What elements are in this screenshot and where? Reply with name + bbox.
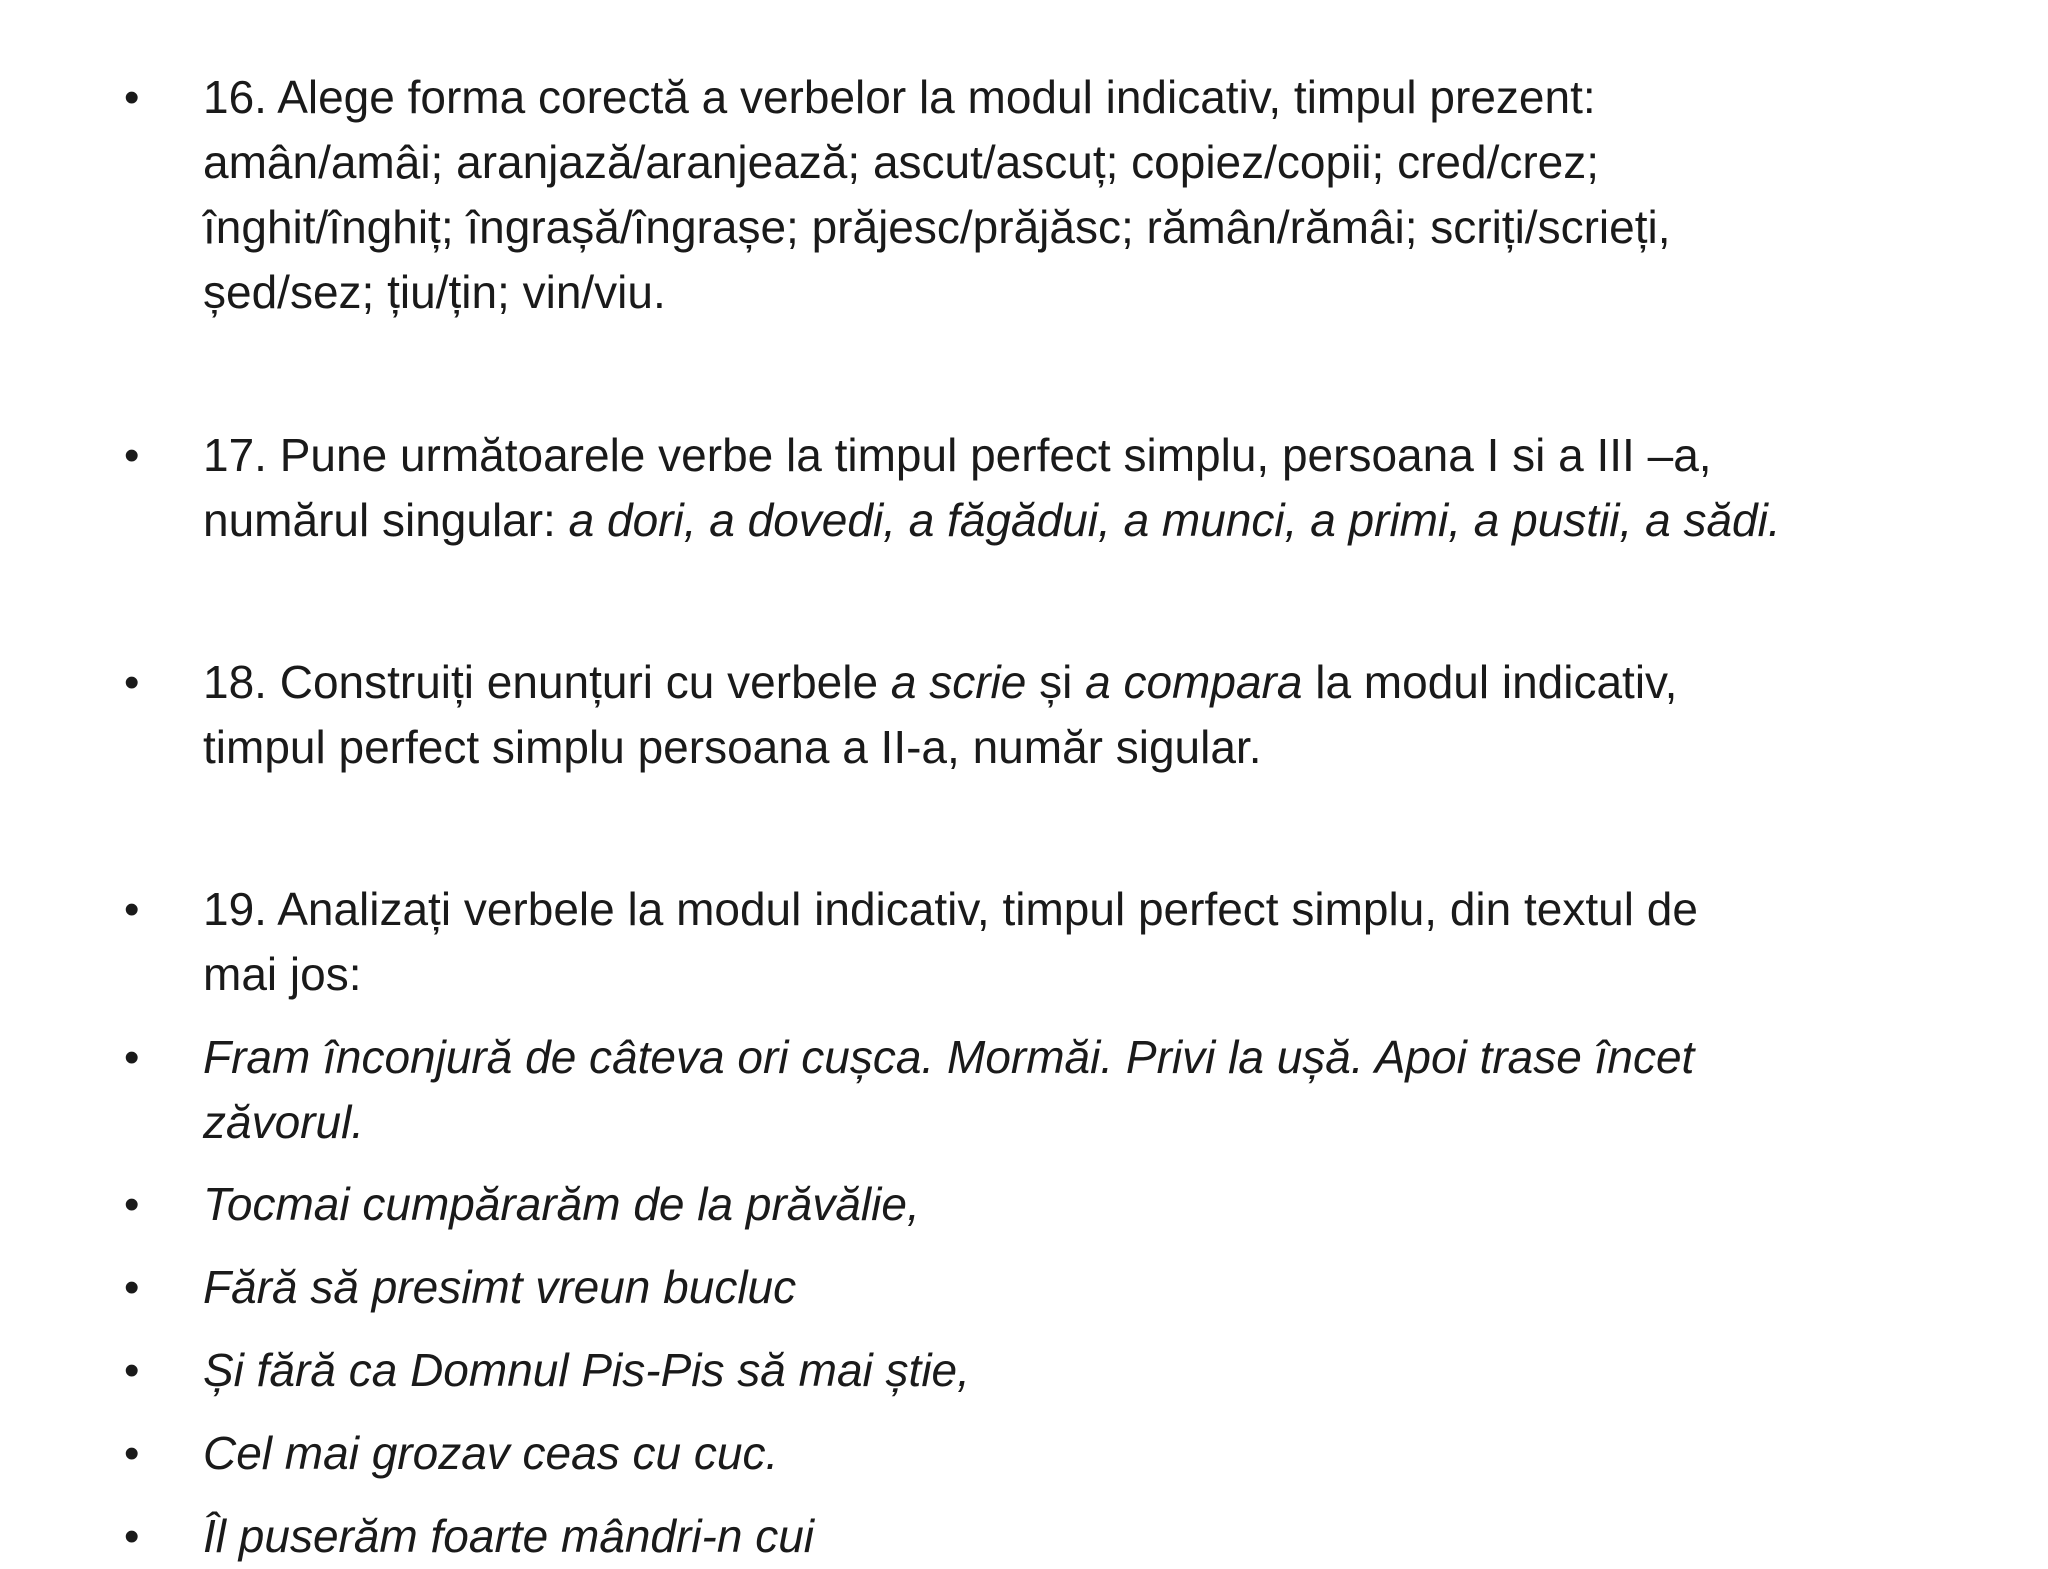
bullet: •: [124, 1512, 140, 1561]
q17-text: [203, 423, 1993, 553]
q18-verb-1: a scrie: [890, 656, 1027, 708]
text-6: [203, 1504, 1993, 1569]
text-1-line-2: zăvorul.: [203, 1096, 365, 1148]
text-5: [203, 1421, 1993, 1486]
q17-line-2: [203, 488, 1993, 553]
q19-text: [203, 877, 1993, 1007]
q18-part-3: la modul indicativ,: [1302, 656, 1678, 708]
q18-verb-2: a compara: [1085, 656, 1303, 708]
q18-text: [203, 650, 1993, 780]
text-5-line: Cel mai grozav ceas cu cuc.: [203, 1427, 779, 1479]
q16-line-3: înghit/înghiț; îngrașă/îngrașe; prăjesc/prăjăsc; rămân/rămâi; scriți/scrieți,: [203, 201, 1671, 253]
q17-line-2-plain: numărul singular:: [203, 494, 569, 546]
q16-line-1: 16. Alege forma corectă a verbelor la modul indicativ, timpul prezent:: [203, 71, 1596, 123]
q17-line-1: 17. Pune următoarele verbe la timpul perfect simplu, persoana I si a III –a,: [203, 429, 1712, 481]
bullet: •: [124, 1180, 140, 1229]
text-2-line: Tocmai cumpărarăm de la prăvălie,: [203, 1178, 920, 1230]
q19-line-2: mai jos:: [203, 948, 362, 1000]
bullet: •: [124, 885, 140, 934]
q18-part-1: 18. Construiți enunțuri cu verbele: [203, 656, 891, 708]
q19-line-1: 19. Analizați verbele la modul indicativ, timpul perfect simplu, din textul de: [203, 883, 1698, 935]
text-6-line: Îl puserăm foarte mândri-n cui: [203, 1510, 815, 1562]
text-1-line-1: Fram înconjură de câteva ori cușca. Mormăi. Privi la ușă. Apoi trase încet: [203, 1031, 1695, 1083]
text-3: [203, 1255, 1993, 1320]
q16-line-2: amân/amâi; aranjază/aranjează; ascut/ascuț; copiez/copii; cred/crez;: [203, 136, 1600, 188]
bullet: •: [124, 1429, 140, 1478]
q17-verbs: a dori, a dovedi, a făgădui, a munci, a primi, a pustii, a sădi.: [568, 494, 1781, 546]
text-2: [203, 1172, 1993, 1237]
text-1: [203, 1025, 1993, 1155]
text-4: [203, 1338, 1993, 1403]
text-3-line: Fără să presimt vreun bucluc: [203, 1261, 797, 1313]
bullet: •: [124, 1033, 140, 1082]
text-4-line: Și fără ca Domnul Pis-Pis să mai știe,: [203, 1344, 970, 1396]
q18-line-2: timpul perfect simplu persoana a II-a, număr sigular.: [203, 721, 1262, 773]
bullet: •: [124, 431, 140, 480]
bullet: •: [124, 1346, 140, 1395]
q16-text: [203, 65, 1993, 325]
bullet: •: [124, 73, 140, 122]
bullet: •: [124, 1263, 140, 1312]
bullet: •: [124, 658, 140, 707]
q18-line-1: [203, 650, 1993, 715]
q18-part-2: și: [1026, 656, 1086, 708]
q16-line-4: șed/sez; țiu/țin; vin/viu.: [203, 266, 666, 318]
